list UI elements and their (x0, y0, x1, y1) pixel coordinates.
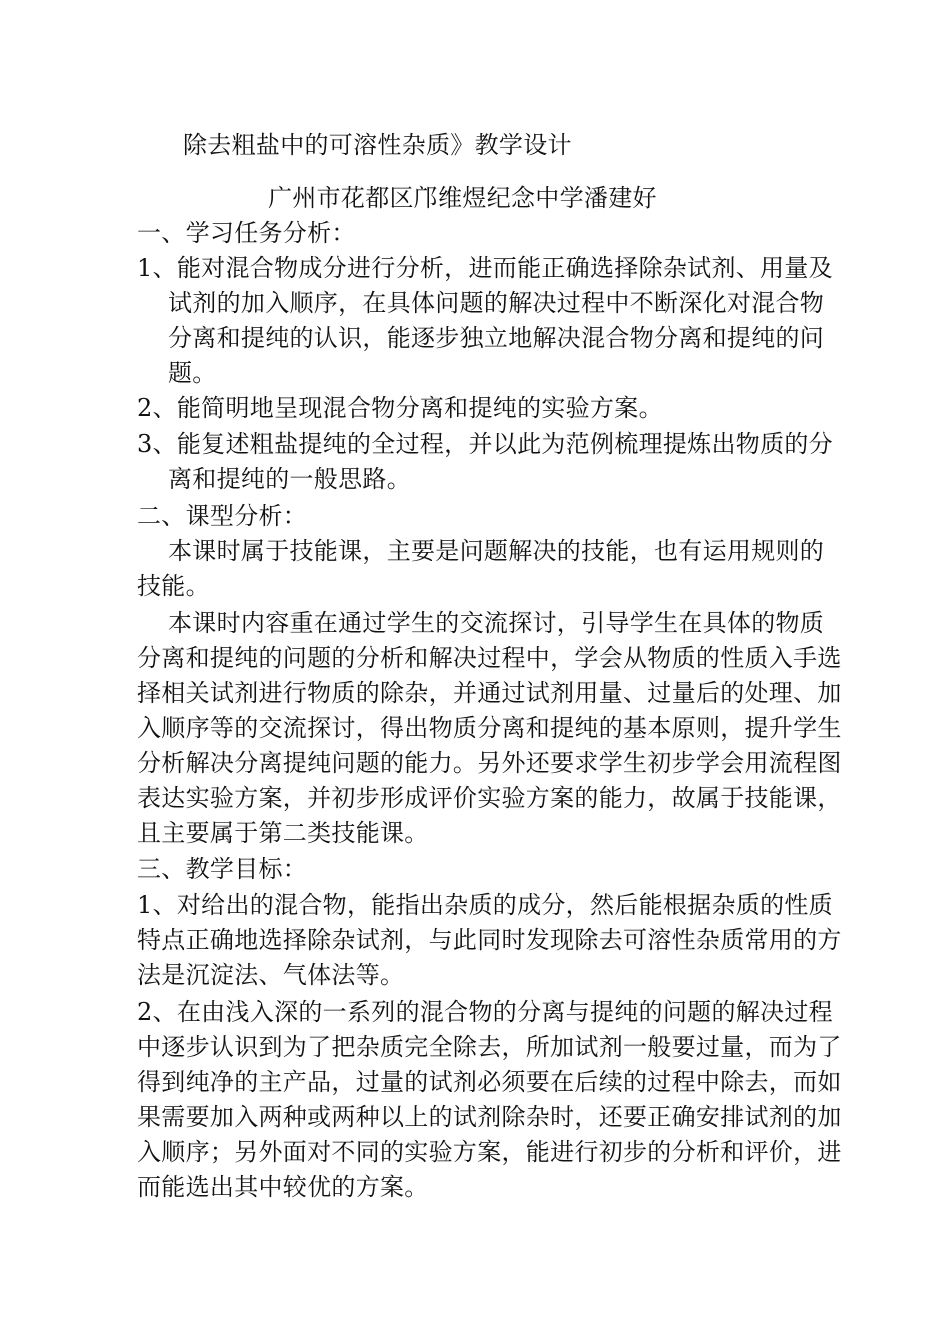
para2-line5: 分析解决分离提纯问题的能力。另外还要求学生初步学会用流程图 (137, 749, 842, 777)
para2-line6: 表达实验方案，并初步形成评价实验方案的能力，故属于技能课， (137, 784, 842, 812)
section-heading-3: 三、教学目标： (137, 855, 308, 883)
goal2-line3: 得到纯净的主产品，过量的试剂必须要在后续的过程中除去，而如 (137, 1068, 842, 1096)
section-heading-1: 一、学习任务分析： (137, 219, 356, 247)
item3-line1: 3、能复述粗盐提纯的全过程，并以此为范例梳理提炼出物质的分 (137, 430, 833, 458)
goal2-line6: 而能选出其中较优的方案。 (137, 1173, 429, 1201)
goal1-line1: 1、对给出的混合物，能指出杂质的成分，然后能根据杂质的性质 (137, 891, 833, 919)
para2-line3: 择相关试剂进行物质的除杂，并通过试剂用量、过量后的处理、加 (137, 679, 842, 707)
item1-line2: 试剂的加入顺序，在具体问题的解决过程中不断深化对混合物 (168, 289, 825, 317)
para2-line4: 入顺序等的交流探讨，得出物质分离和提纯的基本原则，提升学生 (137, 714, 842, 742)
document-title: 除去粗盐中的可溶性杂质》教学设计 (183, 131, 572, 159)
goal1-line2: 特点正确地选择除杂试剂，与此同时发现除去可溶性杂质常用的方 (137, 926, 842, 954)
item1-line4: 题。 (168, 359, 217, 387)
para2-line1: 本课时内容重在通过学生的交流探讨，引导学生在具体的物质 (168, 609, 825, 637)
goal2-line5: 入顺序；另外面对不同的实验方案，能进行初步的分析和评价，进 (137, 1138, 842, 1166)
item1-line1: 1、能对混合物成分进行分析，进而能正确选择除杂试剂、用量及 (137, 254, 833, 282)
para2-line7: 且主要属于第二类技能课。 (137, 819, 429, 847)
section-heading-2: 二、课型分析： (137, 502, 308, 530)
item1-line3: 分离和提纯的认识，能逐步独立地解决混合物分离和提纯的问 (168, 324, 825, 352)
para1-line2: 技能。 (137, 572, 210, 600)
item3-line2: 离和提纯的一般思路。 (168, 465, 411, 493)
goal2-line1: 2、在由浅入深的一系列的混合物的分离与提纯的问题的解决过程 (137, 998, 833, 1026)
para1-line1: 本课时属于技能课，主要是问题解决的技能，也有运用规则的 (168, 537, 825, 565)
goal1-line3: 法是沉淀法、气体法等。 (137, 961, 405, 989)
goal2-line2: 中逐步认识到为了把杂质完全除去，所加试剂一般要过量，而为了 (137, 1033, 842, 1061)
author-line: 广州市花都区邝维煜纪念中学潘建好 (268, 184, 657, 212)
item2-line1: 2、能简明地呈现混合物分离和提纯的实验方案。 (137, 394, 663, 422)
para2-line2: 分离和提纯的问题的分析和解决过程中，学会从物质的性质入手选 (137, 644, 842, 672)
goal2-line4: 果需要加入两种或两种以上的试剂除杂时，还要正确安排试剂的加 (137, 1103, 842, 1131)
